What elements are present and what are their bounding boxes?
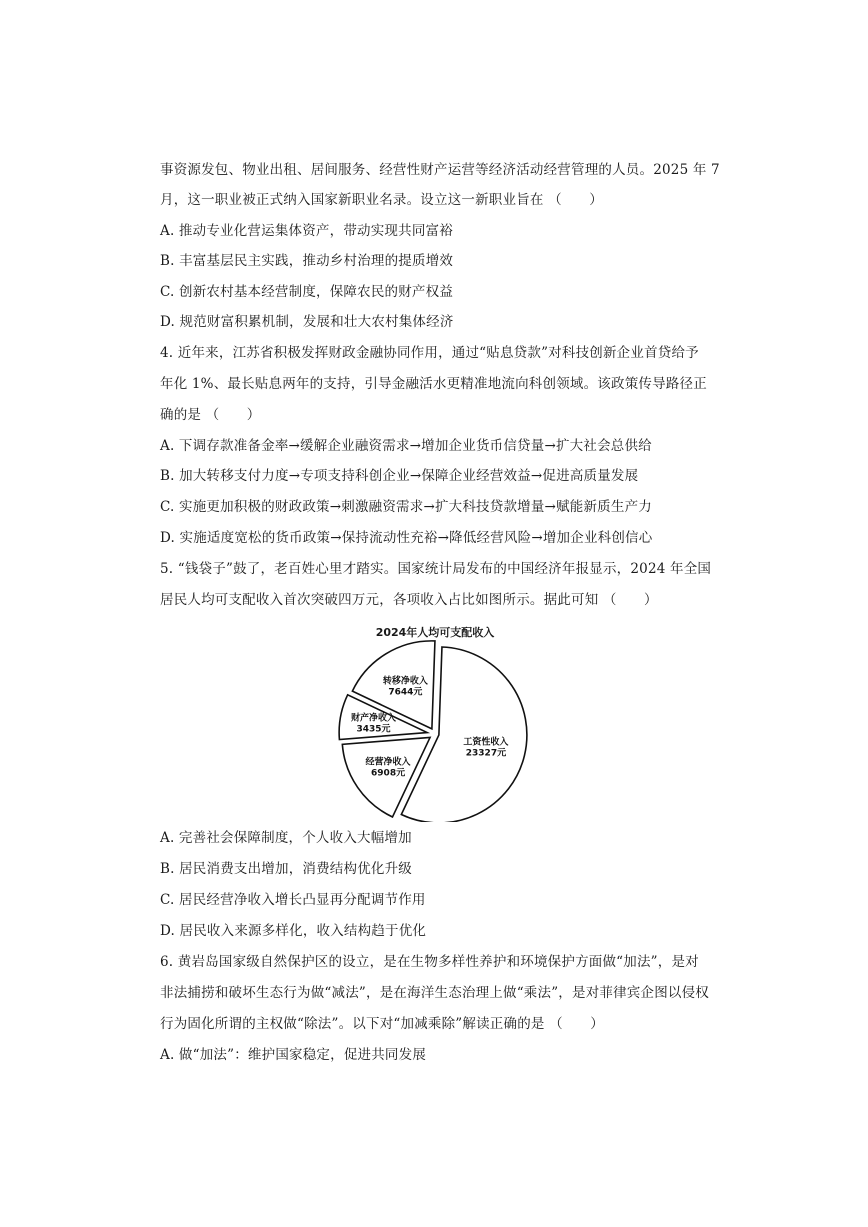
q5-stem-line-1: 5. “钱袋子”鼓了，老百姓心里才踏实。国家统计局发布的中国经济年报显示，2024 年全国 bbox=[160, 561, 712, 577]
pie-svg bbox=[320, 622, 550, 822]
q5-stem-line-2: 居民人均可支配收入首次突破四万元，各项收入占比如图所示。据此可知 （ ） bbox=[160, 592, 658, 608]
q4-stem-line-2: 年化 1%、最长贴息两年的支持，引导金融活水更精准地流向科创领域。该政策传导路径正 bbox=[160, 376, 707, 392]
q4-option-d: D. 实施适度宽松的货币政策→保持流动性充裕→降低经营风险→增加企业科创信心 bbox=[160, 530, 653, 546]
q3-stem-line-1: 事资源发包、物业出租、居间服务、经营性财产运营等经济活动经营管理的人员。2025 年 7 bbox=[160, 162, 720, 178]
q4-option-b: B. 加大转移支付力度→专项支持科创企业→保障企业经营效益→促进高质量发展 bbox=[160, 468, 639, 484]
q3-option-a: A. 推动专业化营运集体资产，带动实现共同富裕 bbox=[160, 223, 453, 239]
chart-title: 2024年人均可支配收入 bbox=[375, 626, 495, 639]
slice-value-label: 6908元 bbox=[371, 768, 406, 779]
q6-stem-line-2: 非法捕捞和破坏生态行为做“减法”，是在海洋生态治理上做“乘法”，是对菲律宾企图以侵权 bbox=[160, 985, 710, 1001]
q5-option-a: A. 完善社会保障制度，个人收入大幅增加 bbox=[160, 830, 412, 846]
slice-name-label: 经营净收入 bbox=[365, 757, 411, 768]
q4-stem-line-3: 确的是 （ ） bbox=[160, 407, 261, 423]
q6-stem-line-1: 6. 黄岩岛国家级自然保护区的设立，是在生物多样性养护和环境保护方面做“加法”，是对 bbox=[160, 954, 699, 970]
q3-option-b: B. 丰富基层民主实践，推动乡村治理的提质增效 bbox=[160, 253, 454, 269]
slice-name-label: 财产净收入 bbox=[350, 713, 396, 724]
q6-stem-line-3: 行为固化所谓的主权做“除法”。以下对“加减乘除”解读正确的是 （ ） bbox=[160, 1016, 604, 1032]
slice-value-label: 23327元 bbox=[465, 748, 507, 759]
slice-value-label: 7644元 bbox=[388, 687, 423, 698]
q4-option-a: A. 下调存款准备金率→缓解企业融资需求→增加企业货币信贷量→扩大社会总供给 bbox=[160, 438, 652, 454]
slice-name-label: 工资性收入 bbox=[463, 737, 509, 748]
q6-option-a: A. 做“加法”：维护国家稳定，促进共同发展 bbox=[160, 1047, 427, 1063]
income-pie-chart bbox=[320, 622, 550, 822]
q3-stem-line-2: 月，这一职业被正式纳入国家新职业名录。设立这一新职业旨在 （ ） bbox=[160, 192, 603, 208]
slice-value-label: 3435元 bbox=[356, 724, 391, 735]
q3-option-d: D. 规范财富积累机制，发展和壮大农村集体经济 bbox=[160, 314, 454, 330]
q5-option-c: C. 居民经营净收入增长凸显再分配调节作用 bbox=[160, 892, 426, 908]
q5-option-d: D. 居民收入来源多样化，收入结构趋于优化 bbox=[160, 923, 427, 939]
q3-option-c: C. 创新农村基本经营制度，保障农民的财产权益 bbox=[160, 284, 454, 300]
q4-option-c: C. 实施更加积极的财政政策→刺激融资需求→扩大科技贷款增量→赋能新质生产力 bbox=[160, 499, 652, 515]
q5-option-b: B. 居民消费支出增加，消费结构优化升级 bbox=[160, 861, 413, 877]
q4-stem-line-1: 4. 近年来，江苏省积极发挥财政金融协同作用，通过“贴息贷款”对科技创新企业首贷给予 bbox=[160, 345, 699, 361]
slice-name-label: 转移净收入 bbox=[382, 676, 428, 687]
